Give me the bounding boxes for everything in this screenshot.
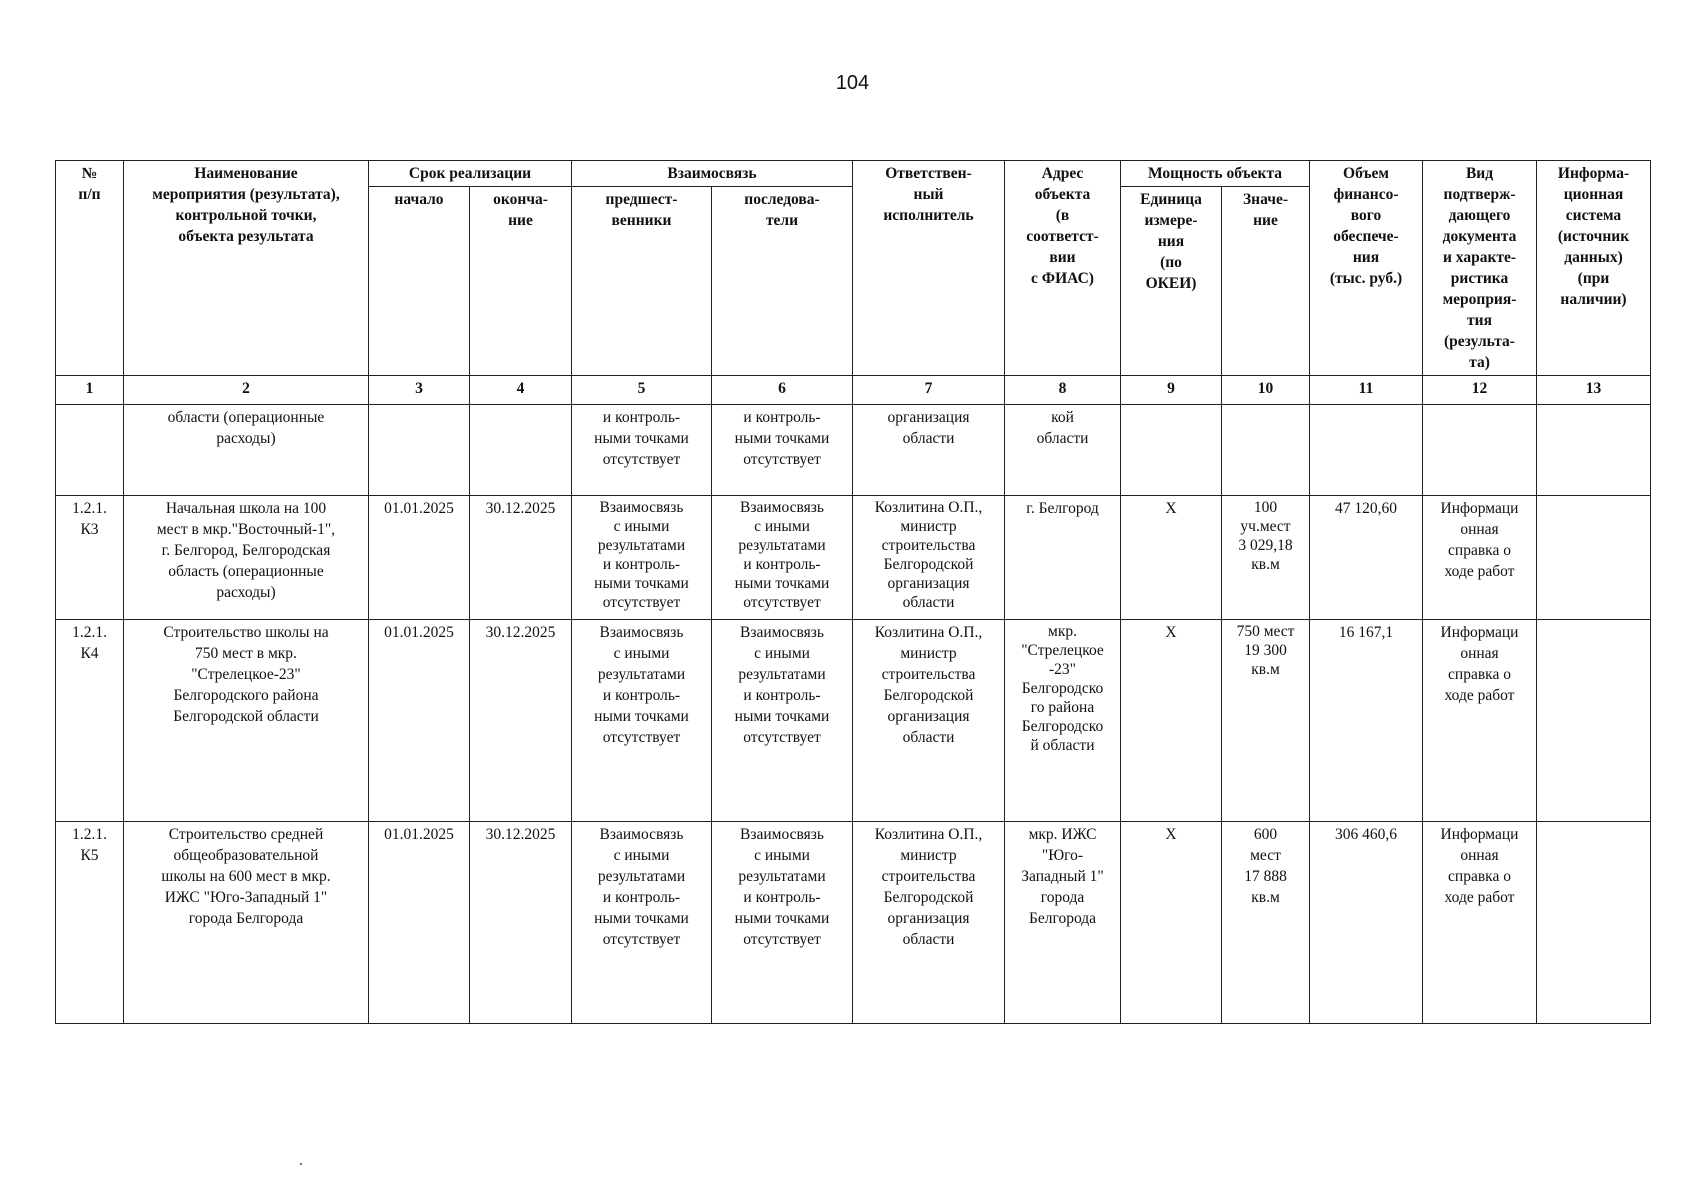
- cell-value: 750 мест 19 300 кв.м: [1222, 620, 1310, 822]
- cell-name: Начальная школа на 100 мест в мкр."Восточный-1", г. Белгород, Белгородская область (операционные расходы): [124, 496, 369, 620]
- column-number: 9: [1121, 376, 1222, 405]
- table-row: [56, 620, 1651, 822]
- cell-no: 1.2.1. К4: [56, 620, 124, 822]
- cell-no: [56, 405, 124, 496]
- cell-no: 1.2.1. К3: [56, 496, 124, 620]
- cell-finance: 16 167,1: [1310, 620, 1423, 822]
- column-number: 7: [853, 376, 1005, 405]
- column-number: 6: [712, 376, 853, 405]
- header-term-start: начало: [369, 187, 470, 376]
- cell-start: 01.01.2025: [369, 496, 470, 620]
- activities-table: [55, 160, 1651, 1024]
- column-number: 3: [369, 376, 470, 405]
- column-number: 1: [56, 376, 124, 405]
- cell-pred: и контроль- ными точками отсутствует: [572, 405, 712, 496]
- cell-responsible: Козлитина О.П., министр строительства Белгородской организация области: [853, 620, 1005, 822]
- cell-info: [1537, 620, 1651, 822]
- column-number: 8: [1005, 376, 1121, 405]
- page-number: 104: [835, 72, 870, 94]
- header-link: Взаимосвязь: [572, 161, 853, 187]
- cell-succ: Взаимосвязь с иными результатами и контроль- ными точками отсутствует: [712, 496, 853, 620]
- column-number-row: [56, 376, 1651, 405]
- header-name: Наименование мероприятия (результата), контрольной точки, объекта результата: [124, 161, 369, 376]
- cell-value: 100 уч.мест 3 029,18 кв.м: [1222, 496, 1310, 620]
- cell-address: кой области: [1005, 405, 1121, 496]
- cell-pred: Взаимосвязь с иными результатами и контроль- ными точками отсутствует: [572, 822, 712, 1024]
- cell-address: мкр. ИЖС "Юго- Западный 1" города Белгорода: [1005, 822, 1121, 1024]
- cell-name: Строительство школы на 750 мест в мкр. "Стрелецкое-23" Белгородского района Белгородской области: [124, 620, 369, 822]
- cell-no: 1.2.1. К5: [56, 822, 124, 1024]
- cell-start: 01.01.2025: [369, 822, 470, 1024]
- cell-end: 30.12.2025: [470, 620, 572, 822]
- column-number: 2: [124, 376, 369, 405]
- cell-unit: Х: [1121, 822, 1222, 1024]
- header-address: Адрес объекта (в соответст- вии с ФИАС): [1005, 161, 1121, 376]
- cell-info: [1537, 496, 1651, 620]
- cell-name: Строительство средней общеобразовательной школы на 600 мест в мкр. ИЖС "Юго-Западный 1" города Белгорода: [124, 822, 369, 1024]
- header-row-top: [56, 161, 1651, 187]
- cell-finance: [1310, 405, 1423, 496]
- cell-end: 30.12.2025: [470, 496, 572, 620]
- cell-succ: и контроль- ными точками отсутствует: [712, 405, 853, 496]
- cell-responsible: организация области: [853, 405, 1005, 496]
- header-link-succ: последова- тели: [712, 187, 853, 376]
- column-number: 10: [1222, 376, 1310, 405]
- cell-doc: Информаци онная справка о ходе работ: [1423, 822, 1537, 1024]
- header-term-end: оконча- ние: [470, 187, 572, 376]
- scan-speck: [300, 1163, 302, 1165]
- header-doc-type: Вид подтверж- дающего документа и характе- ристика мероприя- тия (результа- та): [1423, 161, 1537, 376]
- cell-doc: Информаци онная справка о ходе работ: [1423, 496, 1537, 620]
- cell-address: мкр. "Стрелецкое -23" Белгородско го района Белгородско й области: [1005, 620, 1121, 822]
- column-number: 13: [1537, 376, 1651, 405]
- cell-address: г. Белгород: [1005, 496, 1121, 620]
- column-number: 12: [1423, 376, 1537, 405]
- cell-unit: Х: [1121, 620, 1222, 822]
- cell-start: 01.01.2025: [369, 620, 470, 822]
- cell-info: [1537, 822, 1651, 1024]
- cell-end: [470, 405, 572, 496]
- header-info-system: Информа- ционная система (источник данных) (при наличии): [1537, 161, 1651, 376]
- table-row: [56, 496, 1651, 620]
- cell-unit: Х: [1121, 496, 1222, 620]
- column-number: 11: [1310, 376, 1423, 405]
- header-capacity-value: Значе- ние: [1222, 187, 1310, 376]
- cell-value: 600 мест 17 888 кв.м: [1222, 822, 1310, 1024]
- cell-responsible: Козлитина О.П., министр строительства Белгородской организация области: [853, 496, 1005, 620]
- cell-doc: [1423, 405, 1537, 496]
- column-number: 5: [572, 376, 712, 405]
- cell-end: 30.12.2025: [470, 822, 572, 1024]
- header-capacity: Мощность объекта: [1121, 161, 1310, 187]
- cell-pred: Взаимосвязь с иными результатами и контроль- ными точками отсутствует: [572, 620, 712, 822]
- cell-value: [1222, 405, 1310, 496]
- cell-succ: Взаимосвязь с иными результатами и контроль- ными точками отсутствует: [712, 822, 853, 1024]
- header-responsible: Ответствен- ный исполнитель: [853, 161, 1005, 376]
- table-row: [56, 405, 1651, 496]
- column-number: 4: [470, 376, 572, 405]
- cell-finance: 47 120,60: [1310, 496, 1423, 620]
- table-row: [56, 822, 1651, 1024]
- header-capacity-unit: Единица измере- ния (по ОКЕИ): [1121, 187, 1222, 376]
- cell-info: [1537, 405, 1651, 496]
- header-term: Срок реализации: [369, 161, 572, 187]
- header-finance: Объем финансо- вого обеспече- ния (тыс. руб.): [1310, 161, 1423, 376]
- cell-unit: [1121, 405, 1222, 496]
- cell-finance: 306 460,6: [1310, 822, 1423, 1024]
- cell-start: [369, 405, 470, 496]
- header-no: № п/п: [56, 161, 124, 376]
- header-link-pred: предшест- венники: [572, 187, 712, 376]
- cell-name: области (операционные расходы): [124, 405, 369, 496]
- cell-responsible: Козлитина О.П., министр строительства Белгородской организация области: [853, 822, 1005, 1024]
- cell-pred: Взаимосвязь с иными результатами и контроль- ными точками отсутствует: [572, 496, 712, 620]
- cell-succ: Взаимосвязь с иными результатами и контроль- ными точками отсутствует: [712, 620, 853, 822]
- cell-doc: Информаци онная справка о ходе работ: [1423, 620, 1537, 822]
